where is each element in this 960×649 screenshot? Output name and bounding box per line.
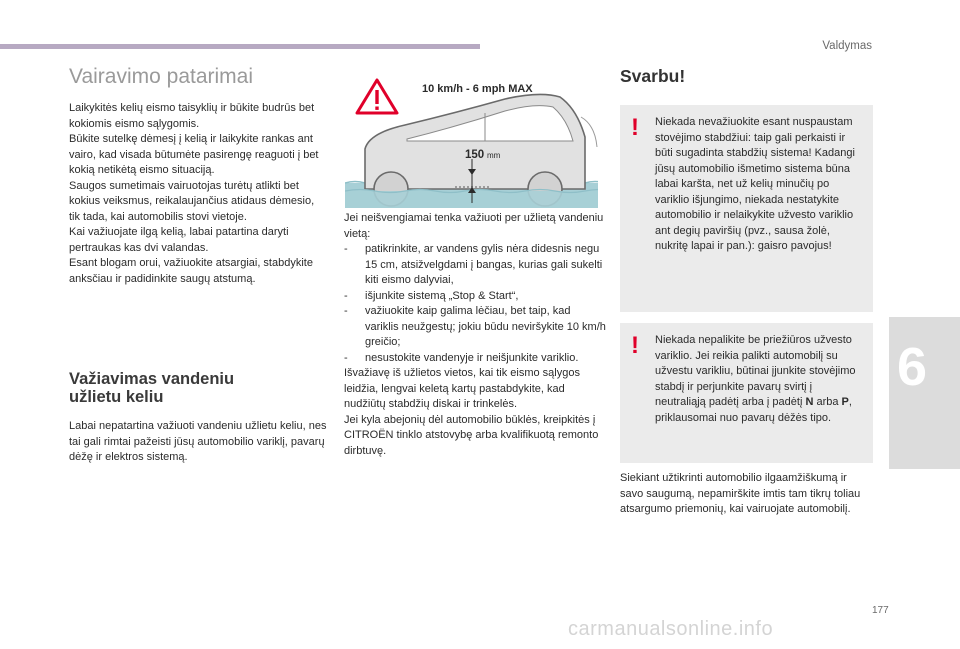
top-accent-bar xyxy=(0,44,480,49)
section-header: Valdymas xyxy=(822,40,872,52)
list-item: - patikrinkite, ar vandens gylis nėra didesnis negu 15 cm, atsižvelgdami į bangas, kurias gali sukelti kiti eismo dalyviai, xyxy=(344,243,603,286)
heading-line: Važiavimas vandeniu xyxy=(69,370,235,388)
durability-note xyxy=(620,471,873,518)
warning-triangle-icon xyxy=(357,80,397,113)
flood-intro-text xyxy=(69,419,327,466)
depth-value: 150 xyxy=(465,149,485,161)
driving-tips-text xyxy=(69,101,327,287)
important-heading: Svarbu! xyxy=(620,66,686,86)
warning-text: Niekada nepalikite be priežiūros užvesto variklio. Jei reikia palikti automobilį su užvestu varikliu, būtinai įjunkite stovėjimo stabdį ir perjunkite pavarų svirtį į neutraliąją padėtį arba į padėtį N arba P, priklausomai nuo pavarų dėžės tipo. xyxy=(655,334,856,424)
watermark: carmanualsonline.info xyxy=(568,618,774,640)
page-number: 177 xyxy=(872,605,889,616)
flood-section-heading xyxy=(69,370,329,406)
exclamation-icon: ! xyxy=(631,332,639,359)
warning-box xyxy=(620,323,873,463)
paragraph: Laikykitės kelių eismo taisyklių ir būkite budrūs bet kokiomis eismo sąlygomis. xyxy=(69,102,315,130)
warning-text: Niekada nevažiuokite esant nuspaustam stovėjimo stabdžiui: taip gali perkaisti ir būti sugadinta stabdžių sistema! Kadangi jūsų automobilio išmetimo sistema būna labai karšta, net už kelių minučių po variklio išjungimo, niekada nestatykite automobilio ir nelaikykite užvesto variklio ant degių paviršių (pvz., sausa žolė, nukritę lapai ir pan.): gaisro pavojus! xyxy=(655,116,855,252)
paragraph: Siekiant užtikrinti automobilio ilgaamžiškumą ir savo saugumą, nepamirškite imtis tam tikrų toliau atsargumo priemonių, kai vairuojate automobilį. xyxy=(620,472,861,515)
paragraph: Būkite sutelkę dėmesį į kelią ir laikykite rankas ant vairo, kad visada būtumėte pasirengę reaguoti į bet kokią netikėtą eismo situaciją. xyxy=(69,133,319,176)
flood-driving-illustration xyxy=(345,77,598,208)
paragraph: Kai važiuojate ilgą kelią, labai patartina daryti pertraukas kas dvi valandas. xyxy=(69,226,289,254)
illustration-svg xyxy=(345,77,598,208)
list-item: - nesustokite vandenyje ir neišjunkite variklio. xyxy=(344,351,579,364)
heading-line: užlietu keliu xyxy=(69,388,164,406)
paragraph: Saugos sumetimais vairuotojas turėtų atlikti bet kokius veiksmus, reikalaujančius atidaus dėmesio, tik tada, kai automobilis stovi vietoje. xyxy=(69,179,315,223)
flood-instructions xyxy=(344,211,606,459)
warning-box xyxy=(620,105,873,312)
exclamation-icon: ! xyxy=(631,114,639,141)
gear-n-label: N xyxy=(805,396,814,408)
gear-p-label: P xyxy=(841,396,849,408)
paragraph: Jei neišvengiamai tenka važiuoti per užlietą vandeniu vietą: xyxy=(344,212,604,240)
paragraph: Išvažiavę iš užlietos vietos, kai tik eismo sąlygos leidžia, lengvai keletą kartų pastabdykite, kad nudžiūtų stabdžių diskai ir trinkelės. xyxy=(344,367,580,410)
list-item: - važiuokite kaip galima lėčiau, bet taip, kad variklis neužgestų; jokiu būdu neviršykite 10 km/h greičio; xyxy=(344,305,606,348)
list-item: - išjunkite sistemą „Stop & Start“, xyxy=(344,289,519,302)
paragraph: Jei kyla abejonių dėl automobilio būklės, kreipkitės į CITROËN tinklo atstovybę arba kvalifikuotą remonto dirbtuvę. xyxy=(344,413,599,457)
chapter-number: 6 xyxy=(897,337,928,397)
page-title: Vairavimo patarimai xyxy=(69,65,254,88)
speed-limit-label: 10 km/h - 6 mph MAX xyxy=(422,83,533,95)
paragraph: Esant blogam orui, važiuokite atsargiai, stabdykite anksčiau ir padidinkite saugų atstumą. xyxy=(69,257,313,285)
depth-unit: mm xyxy=(487,151,501,160)
paragraph: Labai nepatartina važiuoti vandeniu užlietu keliu, nes tai gali rimtai pažeisti jūsų automobilio variklį, pavarų dėžę ir elektros sistemą. xyxy=(69,420,327,463)
